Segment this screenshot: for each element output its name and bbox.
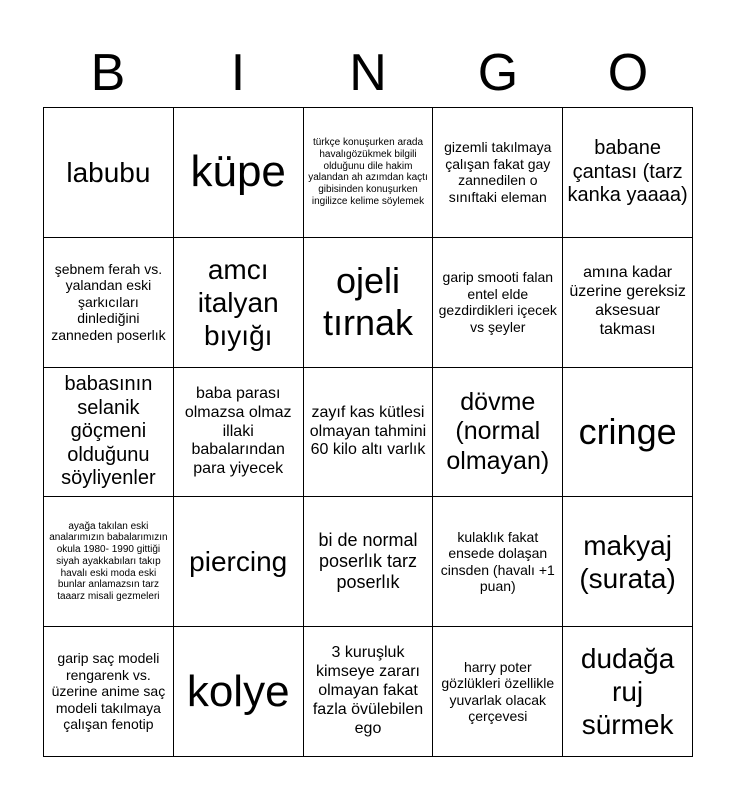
bingo-cell[interactable] xyxy=(563,627,693,757)
bingo-cell[interactable] xyxy=(174,627,304,757)
bingo-cell[interactable] xyxy=(563,238,693,368)
cell-text: bi de normal poserlık tarz poserlık xyxy=(318,529,418,593)
cell-text: ayağa takılan eski analarımızın babalarımızın okula 1980- 1990 gittiği siyah ayakkabıları takıp havalı eski moda eski bunlar anlamazsın tarz taaarz misali gezmeleri xyxy=(49,520,168,603)
bingo-header xyxy=(43,40,693,106)
header-letter-i: I xyxy=(230,44,246,102)
bingo-cell[interactable] xyxy=(563,497,693,627)
bingo-cell[interactable] xyxy=(433,238,563,368)
bingo-cell[interactable] xyxy=(304,238,434,368)
cell-text: kulaklık fakat ensede dolaşan cinsden (havalı +1 puan) xyxy=(440,528,555,595)
bingo-cell[interactable] xyxy=(44,368,174,498)
bingo-cell[interactable] xyxy=(433,368,563,498)
bingo-cell[interactable] xyxy=(304,368,434,498)
bingo-cell[interactable] xyxy=(563,108,693,238)
cell-text: makyaj (surata) xyxy=(579,529,676,594)
cell-text: amına kadar üzerine gereksiz aksesuar takması xyxy=(569,264,686,339)
cell-text: kolye xyxy=(186,666,290,716)
bingo-cell[interactable] xyxy=(563,368,693,498)
bingo-cell[interactable] xyxy=(433,497,563,627)
cell-text: babane çantası (tarz kanka yaaaa) xyxy=(567,137,688,207)
header-letter-n: N xyxy=(349,44,387,102)
cell-text: dövme (normal olmayan) xyxy=(446,387,550,475)
cell-text: baba parası olmazsa olmaz illaki babalarından para yiyecek xyxy=(184,384,292,478)
bingo-cell[interactable] xyxy=(174,238,304,368)
bingo-cell[interactable] xyxy=(304,497,434,627)
bingo-cell[interactable] xyxy=(433,108,563,238)
bingo-cell[interactable] xyxy=(304,627,434,757)
bingo-cell[interactable] xyxy=(174,497,304,627)
cell-text: garip saç modeli rengarenk vs. üzerine anime saç modeli takılmaya çalışan fenotip xyxy=(51,650,166,733)
bingo-board xyxy=(43,107,693,757)
cell-text: şebnem ferah vs. yalandan eski şarkıcıları dinlediğini zanneden poserlık xyxy=(51,260,166,343)
cell-text: amcı italyan bıyığı xyxy=(197,253,279,351)
bingo-cell[interactable] xyxy=(44,497,174,627)
bingo-cell[interactable] xyxy=(44,108,174,238)
cell-text: dudağa ruj sürmek xyxy=(580,643,675,741)
header-letter-g: G xyxy=(477,44,519,102)
cell-text: küpe xyxy=(190,147,286,197)
cell-text: harry poter gözlükleri özellikle yuvarlak olacak çerçevesi xyxy=(441,658,555,725)
cell-text: cringe xyxy=(578,410,677,452)
cell-text: labubu xyxy=(66,156,151,188)
cell-text: zayıf kas kütlesi olmayan tahmini 60 kilo altı varlık xyxy=(309,403,427,459)
header-letter-o: O xyxy=(607,44,649,102)
cell-text: garip smooti falan entel elde gezdirdikleri içecek vs şeyler xyxy=(438,269,557,335)
bingo-cell[interactable] xyxy=(304,108,434,238)
bingo-cell[interactable] xyxy=(44,238,174,368)
bingo-cell[interactable] xyxy=(433,627,563,757)
cell-text: babasının selanik göçmeni olduğunu söyliyenler xyxy=(61,373,156,490)
cell-text: 3 kuruşluk kimseye zararı olmayan fakat fazla övülebilen ego xyxy=(312,644,424,737)
bingo-cell[interactable] xyxy=(174,368,304,498)
cell-text: türkçe konuşurken arada havalıgözükmek bilgili olduğunu dile hakim yalandan ah azımdan kaçtı gibisinden konuşurken ingilizce kelime söylemek xyxy=(308,137,428,207)
header-letter-b: B xyxy=(90,44,126,102)
bingo-cell[interactable] xyxy=(44,627,174,757)
cell-text: ojeli tırnak xyxy=(322,259,414,344)
cell-text: gizemli takılmaya çalışan fakat gay zannedilen o sınıftaki eleman xyxy=(444,139,552,205)
cell-text: piercing xyxy=(189,546,288,578)
bingo-cell[interactable] xyxy=(174,108,304,238)
